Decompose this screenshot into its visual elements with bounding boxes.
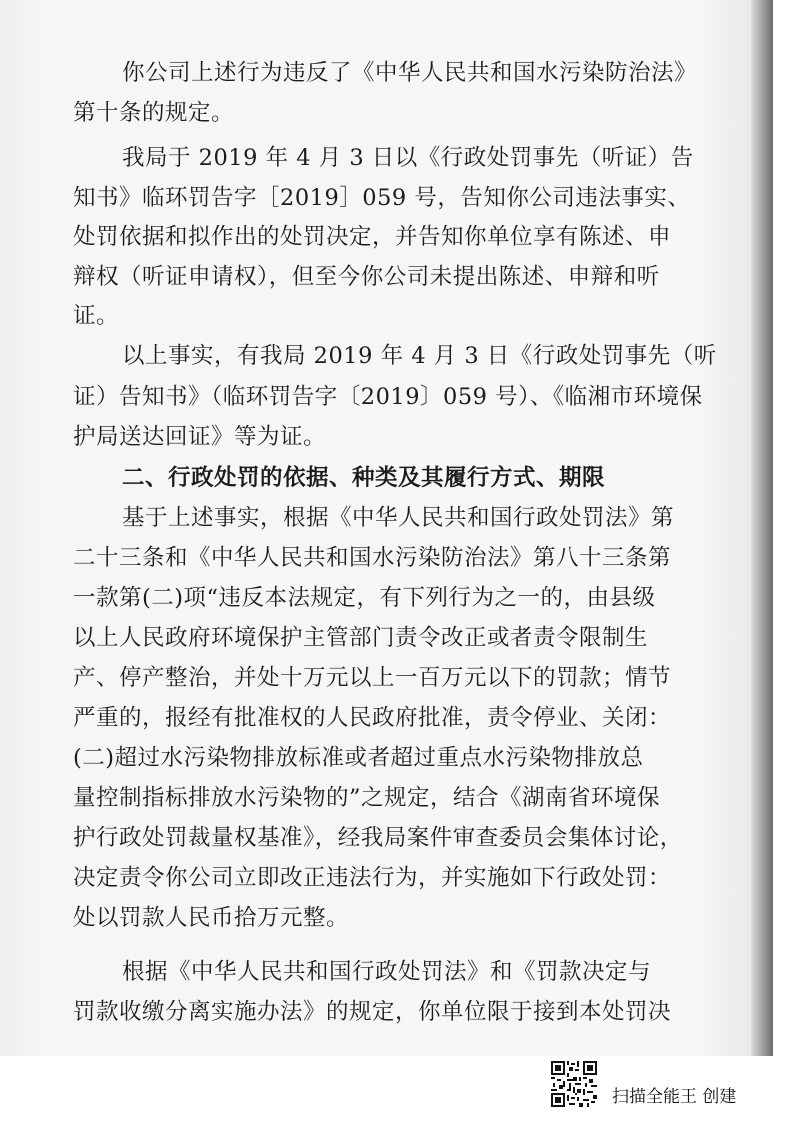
- doc-line-23: 根据《中华人民共和国行政处罚法》和《罚款决定与: [122, 959, 652, 985]
- doc-line-2: 第十条的规定。: [73, 100, 235, 126]
- doc-line-8: 以上事实，有我局 2019 年 4 月 3 日《行政处罚事先（听: [122, 343, 717, 369]
- scanner-footer: [0, 1056, 793, 1122]
- doc-line-9: 证）告知书》（临环罚告字〔2019〕059 号）、《临湘市环境保: [73, 384, 703, 410]
- doc-line-15: 以上人民政府环境保护主管部门责令改正或者责令限制生: [73, 625, 649, 651]
- doc-line-7: 证。: [73, 303, 120, 329]
- doc-line-16: 产、停产整治，并处十万元以上一百万元以下的罚款；情节: [73, 665, 672, 691]
- doc-line-13: 二十三条和《中华人民共和国水污染防治法》第八十三条第: [73, 545, 672, 571]
- scan-edge-shadow: [751, 0, 773, 1056]
- doc-line-1: 你公司上述行为违反了《中华人民共和国水污染防治法》: [122, 60, 698, 86]
- doc-line-17: 严重的，报经有批准权的人民政府批准，责令停业、关闭：: [73, 705, 672, 731]
- doc-line-19: 量控制指标排放水污染物的”之规定，结合《湖南省环境保: [73, 785, 661, 811]
- doc-line-21: 决定责令你公司立即改正违法行为，并实施如下行政处罚：: [73, 865, 672, 891]
- qr-code-icon: [551, 1061, 597, 1107]
- doc-line-10: 护局送达回证》等为证。: [73, 424, 327, 450]
- doc-line-20: 护行政处罚裁量权基准》，经我局案件审查委员会集体讨论，: [73, 825, 683, 851]
- doc-line-14: 一款第(二)项“违反本法规定，有下列行为之一的，由县级: [73, 585, 656, 611]
- doc-line-3: 我局于 2019 年 4 月 3 日以《行政处罚事先（听证）告: [122, 145, 694, 171]
- doc-line-12: 基于上述事实，根据《中华人民共和国行政处罚法》第: [122, 505, 675, 531]
- doc-line-5: 处罚依据和拟作出的处罚决定，并告知你单位享有陈述、申: [73, 224, 672, 250]
- doc-line-22: 处以罚款人民币拾万元整。: [73, 905, 350, 931]
- doc-line-6: 辩权（听证申请权），但至今你公司未提出陈述、申辩和听: [73, 264, 660, 290]
- scanner-app-label: 扫描全能王 创建: [612, 1087, 737, 1107]
- doc-line-24: 罚款收缴分离实施办法》的规定，你单位限于接到本处罚决: [73, 999, 672, 1025]
- section-heading: 二、行政处罚的依据、种类及其履行方式、期限: [122, 465, 606, 491]
- doc-line-4: 知书》临环罚告字［2019］059 号，告知你公司违法事实、: [73, 185, 691, 211]
- doc-line-18: (二)超过水污染物排放标准或者超过重点水污染物排放总: [73, 745, 644, 771]
